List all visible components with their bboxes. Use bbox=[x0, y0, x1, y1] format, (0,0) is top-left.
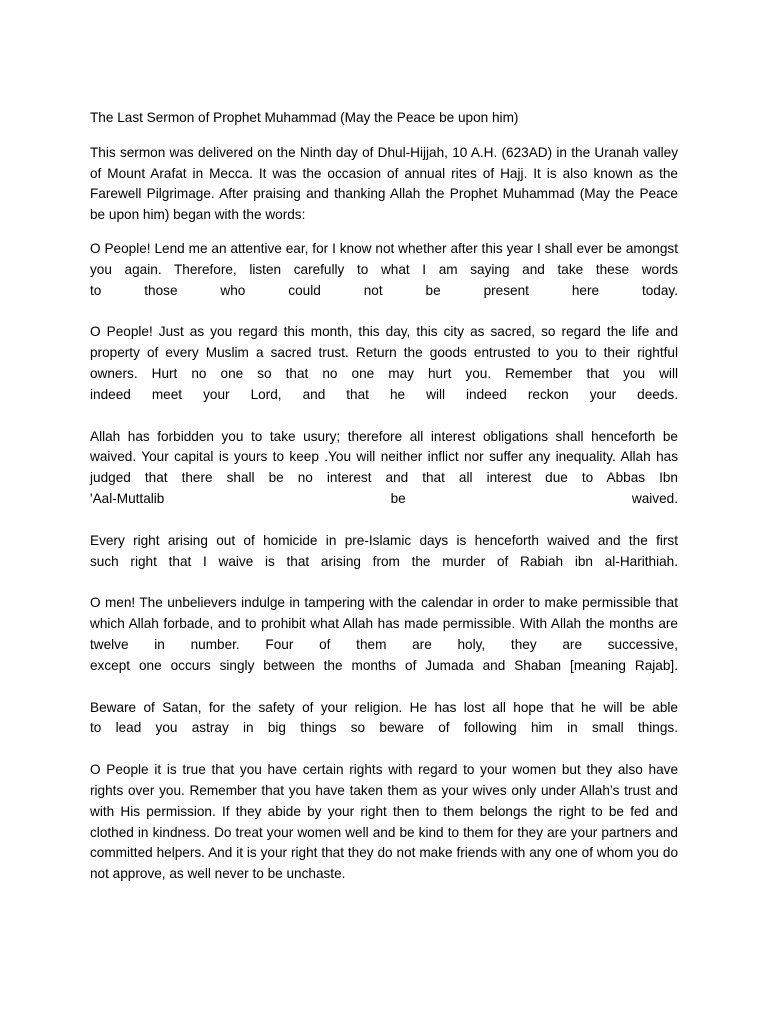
paragraph-2 bbox=[90, 322, 678, 405]
paragraph-4-body: Every right arising out of homicide in pre-Islamic days is henceforth waived and the first bbox=[90, 532, 678, 548]
paragraph-4-last-line: such right that I waive is that arising from the murder of Rabiah ibn al-Harithiah. bbox=[90, 553, 678, 569]
paragraph-4 bbox=[90, 531, 678, 573]
paragraph-3 bbox=[90, 427, 678, 510]
paragraph-3-body: Allah has forbidden you to take usury; therefore all interest obligations shall henceforth be waived. Your capital is yours to keep .You will neither inflict nor suffer any inequality. Allah has judged that there shall be no interest and that all interest due to Abbas Ibn bbox=[90, 428, 678, 486]
paragraph-5 bbox=[90, 593, 678, 676]
document-title: The Last Sermon of Prophet Muhammad (May the Peace be upon him) bbox=[90, 110, 519, 125]
document-page bbox=[90, 108, 678, 898]
paragraph-5-body: O men! The unbelievers indulge in tampering with the calendar in order to make permissible that which Allah forbade, and to prohibit what Allah has made permissible. With Allah the months are twelve in number. Four of them are holy, they are successive, bbox=[90, 595, 678, 652]
paragraph-6-last-line: to lead you astray in big things so beware of following him in small things. bbox=[90, 720, 678, 736]
paragraph-7: O People it is true that you have certain rights with regard to your women but they also have rights over you. Remember that you have taken them as your wives only under Allah’s trust and with His permission. If they abide by your right then to them belongs the right to be fed and clothed in kindness. Do treat your women well and be kind to them for they are your partners and committed helpers. And it is your right that they do not make friends with any one of whom you do not approve, as well never to be unchaste. bbox=[90, 762, 678, 882]
paragraph-3-last-line: 'Aal-Muttalib be waived. bbox=[90, 490, 678, 506]
paragraph-2-last-line: indeed meet your Lord, and that he will indeed reckon your deeds. bbox=[90, 386, 678, 402]
paragraph-5-last-line: except one occurs singly between the months of Jumada and Shaban [meaning Rajab]. bbox=[90, 657, 678, 673]
paragraph-6-body: Beware of Satan, for the safety of your religion. He has lost all hope that he will be able bbox=[90, 699, 678, 715]
paragraph-1-last-line: to those who could not be present here today. bbox=[90, 282, 678, 298]
paragraph-intro: This sermon was delivered on the Ninth day of Dhul-Hijjah, 10 A.H. (623AD) in the Uranah valley of Mount Arafat in Mecca. It was the occasion of annual rites of Hajj. It is also known as the Farewell Pilgrimage. After praising and thanking Allah the Prophet Muhammad (May the Peace be upon him) began with the words: bbox=[90, 144, 678, 223]
paragraph-6 bbox=[90, 698, 678, 740]
paragraph-2-body: O People! Just as you regard this month, this day, this city as sacred, so regard the life and property of every Muslim a sacred trust. Return the goods entrusted to you to their rightful owners. Hurt no one so that no one may hurt you. Remember that you will bbox=[90, 324, 678, 381]
paragraph-1-body: O People! Lend me an attentive ear, for I know not whether after this year I shall ever be amongst you again. Therefore, listen carefully to what I am saying and take these words bbox=[90, 240, 678, 277]
paragraph-1 bbox=[90, 239, 678, 301]
